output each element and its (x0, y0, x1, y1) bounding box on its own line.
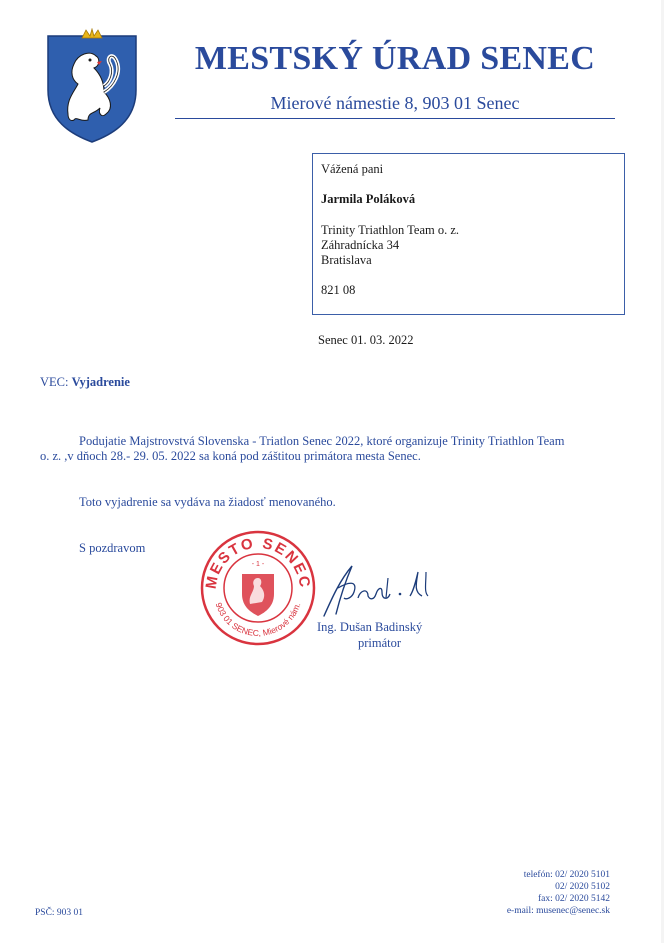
office-name: MESTSKÝ ÚRAD SENEC (194, 40, 596, 77)
body-paragraph-1-line-2: o. z. ,v dňoch 28.- 29. 05. 2022 sa koná pod záštitou primátora mesta Senec. (40, 449, 421, 463)
footer-phone-2: 02/ 2020 5102 (555, 882, 610, 892)
footer-postal-code: PSČ: 903 01 (35, 908, 84, 918)
footer-email: e-mail: musenec@senec.sk (506, 906, 610, 916)
recipient-city: Bratislava (321, 253, 372, 267)
recipient-salutation: Vážená pani (321, 162, 384, 176)
body-paragraph-1-line-1: Podujatie Majstrovstvá Slovenska - Triatlon Senec 2022, ktoré organizuje Trinity Triathlon Team (79, 434, 565, 448)
letter-date: Senec 01. 03. 2022 (318, 333, 414, 347)
signatory-name: Ing. Dušan Badinský (317, 620, 423, 634)
body-paragraph-2: Toto vyjadrenie sa vydáva na žiadosť menovaného. (79, 495, 336, 509)
recipient-postal-code: 821 08 (321, 283, 356, 297)
header-divider (175, 118, 615, 119)
subject-label: VEC: (40, 375, 72, 389)
city-coat-of-arms (44, 28, 140, 144)
office-address: Mierové námestie 8, 903 01 Senec (270, 93, 520, 113)
stamp-number: - 1 - (251, 561, 265, 568)
recipient-name: Jarmila Poláková (321, 192, 416, 206)
recipient-street: Záhradnícka 34 (321, 238, 400, 252)
stamp-bottom-text: 903 01 SENEC, Mierové nám. (213, 601, 303, 639)
handwritten-signature (318, 558, 438, 620)
subject-value: Vyjadrenie (71, 375, 130, 389)
subject-line (40, 375, 130, 390)
recipient-address-box (312, 153, 625, 315)
contact-footer (507, 869, 610, 917)
footer-fax: fax: 02/ 2020 5142 (537, 894, 610, 904)
closing-phrase: S pozdravom (79, 541, 146, 555)
official-stamp (198, 528, 318, 648)
signatory-title: primátor (358, 636, 402, 650)
footer-phone-1: telefón: 02/ 2020 5101 (523, 870, 610, 880)
stamp-top-text: MESTO SENEC (202, 534, 314, 591)
recipient-organization: Trinity Triathlon Team o. z. (321, 223, 460, 237)
